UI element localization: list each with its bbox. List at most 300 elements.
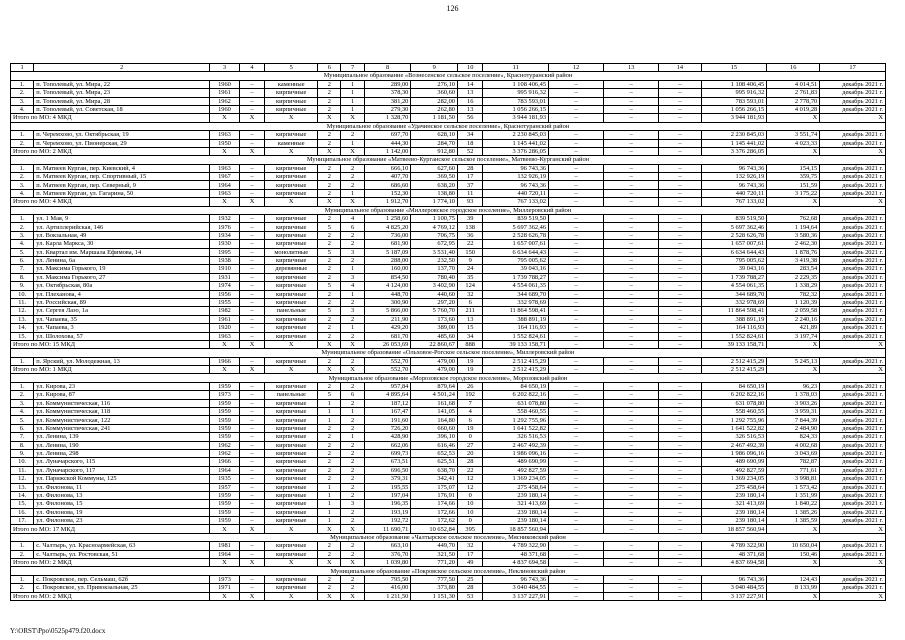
total-cell: 771,20 (411, 559, 458, 567)
total-cell: X (210, 592, 240, 600)
table-cell: 14. (11, 491, 34, 499)
total-cell: 39 133 158,71 (701, 340, 767, 348)
table-cell: 1 (341, 139, 364, 147)
table-cell: 332 978,69 (483, 298, 549, 306)
table-cell: – (604, 173, 659, 181)
table-cell: – (549, 164, 604, 172)
table-cell: – (604, 449, 659, 457)
table-cell: 1 (318, 483, 341, 491)
table-cell: 1959 (210, 517, 240, 525)
table-cell: 1956 (210, 290, 240, 298)
table-cell: 37 (457, 181, 482, 189)
table-cell: 2 (341, 475, 364, 483)
table-cell: 1 (318, 500, 341, 508)
table-cell: 1 (318, 408, 341, 416)
table-cell: 627,60 (411, 164, 458, 172)
document-file-path: Y:\ORST\Ppo\0525p479.f20.docx (10, 627, 106, 635)
table-cell: 3 959,31 (767, 408, 820, 416)
table-cell: 7 (457, 399, 482, 407)
column-number: 10 (457, 64, 482, 72)
total-cell: – (659, 366, 701, 374)
table-cell: 5 697 362,46 (483, 223, 549, 231)
table-cell: 5 (318, 282, 341, 290)
table-cell: декабрь 2021 г. (820, 265, 886, 273)
table-cell: 2 (318, 575, 341, 583)
table-cell: ул. Коммунистическая, 241 (34, 424, 210, 432)
table-row (11, 231, 886, 239)
table-cell: 1 (341, 265, 364, 273)
total-cell: X (239, 559, 264, 567)
table-cell: 1 (341, 89, 364, 97)
table-cell: 485,60 (411, 332, 458, 340)
table-cell: – (604, 240, 659, 248)
table-cell: кирпичные (265, 97, 318, 105)
table-cell: 440,60 (411, 290, 458, 298)
table-cell: – (549, 433, 604, 441)
total-cell: X (210, 366, 240, 374)
table-cell: 282,00 (411, 97, 458, 105)
table-cell: 34 (457, 131, 482, 139)
table-cell: 2. (11, 89, 34, 97)
total-cell: 18 857 560,94 (701, 525, 767, 533)
table-cell: кирпичные (265, 315, 318, 323)
table-cell: 6 202 822,16 (483, 391, 549, 399)
table-cell: 783 593,01 (483, 97, 549, 105)
table-cell: 1934 (210, 231, 240, 239)
table-row (11, 399, 886, 407)
table-cell: 2 462,30 (767, 240, 820, 248)
total-cell: X (820, 525, 886, 533)
table-cell: с. Чалтырь, ул. Красноармейская, 63 (34, 542, 210, 550)
column-number: 16 (767, 64, 820, 72)
table-cell: – (239, 433, 264, 441)
table-cell: 239 180,14 (701, 517, 767, 525)
table-cell: 389,00 (411, 324, 458, 332)
table-cell: 1 385,59 (767, 517, 820, 525)
total-cell: – (659, 592, 701, 600)
table-cell: 1910 (210, 265, 240, 273)
table-cell: декабрь 2021 г. (820, 290, 886, 298)
table-cell: – (239, 475, 264, 483)
table-cell: – (549, 282, 604, 290)
municipality-title: Муниципальное образование «Чалтырское сельское поселение», Мясниковский район (11, 533, 886, 541)
table-cell: – (549, 131, 604, 139)
table-cell: с. Чалтырь, ул. Ростовская, 51 (34, 550, 210, 558)
table-row (11, 433, 886, 441)
table-cell: 26 (457, 382, 482, 390)
table-cell: 652,53 (411, 449, 458, 457)
table-cell: 32 (457, 290, 482, 298)
table-cell: 1976 (210, 223, 240, 231)
table-cell: 10. (11, 458, 34, 466)
table-cell: 666,10 (364, 164, 411, 172)
table-cell: 14. (11, 324, 34, 332)
table-row (11, 449, 886, 457)
table-cell: 1 (341, 80, 364, 88)
total-cell: 10 652,84 (411, 525, 458, 533)
table-cell: 1 (318, 416, 341, 424)
table-cell: 164,80 (411, 416, 458, 424)
column-number: 5 (265, 64, 318, 72)
table-cell: 1 (341, 290, 364, 298)
table-cell: 4 769,12 (411, 223, 458, 231)
table-cell: – (604, 508, 659, 516)
total-row (11, 559, 886, 567)
table-cell: 444,30 (364, 139, 411, 147)
total-cell: 1 142,00 (364, 147, 411, 155)
table-cell: ул. Квартал им. Маршала Ефимова, 14 (34, 248, 210, 256)
table-cell: 1 351,99 (767, 491, 820, 499)
table-cell: декабрь 2021 г. (820, 164, 886, 172)
table-cell: кирпичные (265, 215, 318, 223)
total-cell: X (239, 114, 264, 122)
table-cell: 15. (11, 500, 34, 508)
table-cell: – (549, 575, 604, 583)
total-cell: 479,00 (411, 366, 458, 374)
municipality-title: Муниципальное образование «Миллеровское городское поселение», Миллеровский район (11, 206, 886, 214)
table-cell: 1959 (210, 424, 240, 432)
table-cell: – (239, 357, 264, 365)
table-cell: 2 778,70 (767, 97, 820, 105)
table-cell: 6 634 644,43 (483, 248, 549, 256)
table-cell: – (549, 97, 604, 105)
table-cell: 22 (457, 466, 482, 474)
table-cell: 558 460,55 (701, 408, 767, 416)
table-cell: – (239, 441, 264, 449)
table-cell: 2 230 845,03 (483, 131, 549, 139)
table-cell: – (239, 424, 264, 432)
table-cell: 686,60 (364, 181, 411, 189)
table-cell: – (659, 89, 701, 97)
table-cell: деревянные (265, 265, 318, 273)
table-cell: 239 180,14 (483, 508, 549, 516)
table-cell: 262,80 (411, 105, 458, 113)
table-cell: 232,50 (411, 256, 458, 264)
table-cell: 4 124,00 (364, 282, 411, 290)
total-cell: 912,80 (411, 147, 458, 155)
table-cell: 726,20 (364, 424, 411, 432)
table-cell: 4 (457, 408, 482, 416)
table-cell: 2 (341, 298, 364, 306)
table-cell: 1 840,22 (767, 500, 820, 508)
table-cell: 369,50 (411, 173, 458, 181)
table-row (11, 173, 886, 181)
table-cell: 3. (11, 231, 34, 239)
table-cell: – (239, 399, 264, 407)
table-row (11, 273, 886, 281)
table-cell: 663,10 (364, 542, 411, 550)
table-cell: 150,46 (767, 550, 820, 558)
table-cell: – (549, 181, 604, 189)
table-cell: – (604, 231, 659, 239)
table-cell: 625,51 (411, 458, 458, 466)
table-cell: кирпичные (265, 483, 318, 491)
table-cell: 492 827,59 (701, 466, 767, 474)
total-cell: 1 774,10 (411, 198, 458, 206)
table-cell: 2 (318, 105, 341, 113)
table-cell: – (604, 131, 659, 139)
table-cell: 2. (11, 139, 34, 147)
table-cell: – (604, 416, 659, 424)
table-cell: 1. (11, 131, 34, 139)
table-cell: 4 789 322,90 (701, 542, 767, 550)
table-cell: 8 133,99 (767, 584, 820, 592)
table-cell: – (604, 408, 659, 416)
table-cell: 24 (457, 265, 482, 273)
table-cell: ул. Парижской Коммуны, 125 (34, 475, 210, 483)
total-cell: 56 (457, 114, 482, 122)
table-cell: 11. (11, 298, 34, 306)
table-cell: 824,33 (767, 433, 820, 441)
table-cell: – (239, 324, 264, 332)
table-cell: 2 (318, 80, 341, 88)
table-cell: 1966 (210, 357, 240, 365)
table-cell: кирпичные (265, 500, 318, 508)
table-cell: – (549, 483, 604, 491)
total-cell: 395 (457, 525, 482, 533)
table-cell: – (659, 173, 701, 181)
table-cell: 193,19 (364, 508, 411, 516)
table-cell: декабрь 2021 г. (820, 315, 886, 323)
table-cell: – (659, 139, 701, 147)
table-cell: 164 116,93 (483, 324, 549, 332)
table-cell: – (549, 290, 604, 298)
table-cell: – (239, 298, 264, 306)
table-cell: 3. (11, 97, 34, 105)
table-cell: 48 371,68 (483, 550, 549, 558)
table-cell: – (549, 265, 604, 273)
total-cell: 552,70 (364, 366, 411, 374)
table-cell: – (549, 223, 604, 231)
table-cell: кирпичные (265, 475, 318, 483)
total-cell: X (265, 525, 318, 533)
table-cell: 4 789 322,90 (483, 542, 549, 550)
table-cell: 552,70 (364, 357, 411, 365)
table-cell: 321 413,69 (483, 500, 549, 508)
table-cell: кирпичные (265, 416, 318, 424)
table-cell: кирпичные (265, 441, 318, 449)
table-cell: – (549, 315, 604, 323)
table-cell: 344 689,70 (701, 290, 767, 298)
table-cell: – (549, 382, 604, 390)
table-cell: 854,50 (364, 273, 411, 281)
table-cell: – (604, 391, 659, 399)
total-cell: 3 137 227,91 (483, 592, 549, 600)
municipality-section-row (11, 72, 886, 80)
total-cell: X (265, 366, 318, 374)
table-cell: 13. (11, 483, 34, 491)
total-cell: X (820, 559, 886, 567)
table-cell: – (549, 240, 604, 248)
table-cell: 288,00 (364, 256, 411, 264)
table-cell: 1 552 824,61 (701, 332, 767, 340)
total-row (11, 114, 886, 122)
table-cell: 1930 (210, 240, 240, 248)
total-cell: X (767, 559, 820, 567)
total-cell: 19 (457, 366, 482, 374)
table-cell: кирпичные (265, 399, 318, 407)
table-cell: – (239, 550, 264, 558)
table-cell: кирпичные (265, 508, 318, 516)
table-row (11, 89, 886, 97)
table-cell: – (239, 290, 264, 298)
table-cell: – (659, 399, 701, 407)
table-row (11, 508, 886, 516)
table-cell: 96 743,36 (701, 164, 767, 172)
total-cell: 11 690,71 (364, 525, 411, 533)
table-row (11, 517, 886, 525)
table-cell: 2 528 626,78 (483, 231, 549, 239)
table-cell: – (549, 449, 604, 457)
table-cell: декабрь 2021 г. (820, 584, 886, 592)
table-cell: 388 891,19 (483, 315, 549, 323)
table-row (11, 248, 886, 256)
table-cell: 795 005,62 (483, 256, 549, 264)
table-cell: 1 657 007,61 (483, 240, 549, 248)
table-cell: 2 (318, 89, 341, 97)
table-cell: декабрь 2021 г. (820, 466, 886, 474)
table-cell: 138 (457, 223, 482, 231)
table-cell: 783 593,01 (701, 97, 767, 105)
total-cell: X (318, 366, 341, 374)
table-cell: – (659, 181, 701, 189)
total-cell: X (265, 198, 318, 206)
table-cell: 326 516,53 (483, 433, 549, 441)
total-cell: 49 (457, 559, 482, 567)
table-cell: 7 844,39 (767, 416, 820, 424)
total-cell: X (767, 525, 820, 533)
table-cell: 2 (341, 441, 364, 449)
table-cell: 628,10 (411, 131, 458, 139)
total-cell: X (210, 198, 240, 206)
table-cell: 16 (457, 97, 482, 105)
table-cell: ул. Филонова, 11 (34, 483, 210, 491)
table-cell: 631 078,80 (701, 399, 767, 407)
table-row (11, 240, 886, 248)
table-cell: – (604, 223, 659, 231)
table-cell: 1964 (210, 466, 240, 474)
total-cell: X (341, 340, 364, 348)
table-cell: 3 175,22 (767, 189, 820, 197)
table-cell: – (239, 105, 264, 113)
table-row (11, 441, 886, 449)
table-cell: – (239, 315, 264, 323)
table-cell: – (604, 248, 659, 256)
total-cell: – (549, 147, 604, 155)
table-cell: 1963 (210, 189, 240, 197)
table-cell: – (239, 173, 264, 181)
total-label: Итого по МО: 15 МКД (11, 340, 210, 348)
table-cell: 34 (457, 332, 482, 340)
table-row (11, 290, 886, 298)
table-cell: – (604, 298, 659, 306)
table-cell: 378,30 (364, 89, 411, 97)
table-cell: – (659, 256, 701, 264)
total-cell: 39 133 158,71 (483, 340, 549, 348)
table-cell: 1 552 824,61 (483, 332, 549, 340)
table-cell: 3 040 484,55 (701, 584, 767, 592)
table-cell: 2 229,35 (767, 273, 820, 281)
table-cell: 2 (341, 181, 364, 189)
column-number: 1 (11, 64, 34, 72)
table-cell: 2 (341, 315, 364, 323)
table-cell: – (604, 424, 659, 432)
table-cell: 239 180,14 (701, 491, 767, 499)
total-cell: – (549, 559, 604, 567)
table-cell: 18 (457, 139, 482, 147)
table-cell: – (604, 575, 659, 583)
table-row (11, 315, 886, 323)
table-cell: декабрь 2021 г. (820, 231, 886, 239)
table-cell: 1962 (210, 441, 240, 449)
table-cell: декабрь 2021 г. (820, 80, 886, 88)
table-cell: кирпичные (265, 517, 318, 525)
table-cell: п. Матвеев Курган, пер. Спортивный, 15 (34, 173, 210, 181)
table-cell: 2 (318, 315, 341, 323)
table-cell: – (549, 89, 604, 97)
table-cell: 2 (341, 164, 364, 172)
table-cell: – (659, 248, 701, 256)
table-cell: 616,46 (411, 441, 458, 449)
table-cell: 1959 (210, 508, 240, 516)
table-cell: – (239, 215, 264, 223)
table-cell: 326 516,53 (701, 433, 767, 441)
table-cell: 736,00 (364, 231, 411, 239)
table-cell: 839 519,50 (483, 215, 549, 223)
table-cell: 2 (341, 256, 364, 264)
table-cell: с. Покровское, пер. Сельмаш, 62б (34, 575, 210, 583)
table-cell: 164 116,93 (701, 324, 767, 332)
table-cell: кирпичные (265, 491, 318, 499)
table-cell: 2 (318, 433, 341, 441)
table-cell: 39 043,16 (483, 265, 549, 273)
total-label: Итого по МО: 17 МКД (11, 525, 210, 533)
table-cell: 196,35 (364, 500, 411, 508)
total-cell: – (659, 340, 701, 348)
table-cell: 3 040 484,55 (483, 584, 549, 592)
table-cell: 2 (318, 466, 341, 474)
table-cell: 1959 (210, 491, 240, 499)
table-cell: 173,60 (411, 315, 458, 323)
table-cell: 6. (11, 256, 34, 264)
table-cell: – (604, 357, 659, 365)
table-cell: 4. (11, 189, 34, 197)
table-cell: 191,60 (364, 416, 411, 424)
table-cell: – (659, 458, 701, 466)
table-cell: 1967 (210, 173, 240, 181)
table-cell: декабрь 2021 г. (820, 408, 886, 416)
table-cell: 995 916,32 (483, 89, 549, 97)
table-cell: – (604, 466, 659, 474)
table-cell: 28 (457, 584, 482, 592)
table-cell: с. Покровское, ул. Привокзальная, 25 (34, 584, 210, 592)
total-cell: X (318, 592, 341, 600)
column-number: 11 (483, 64, 549, 72)
total-cell: 22 860,67 (411, 340, 458, 348)
table-cell: 96,23 (767, 382, 820, 390)
table-cell: 1. (11, 164, 34, 172)
table-cell: декабрь 2021 г. (820, 399, 886, 407)
table-cell: – (659, 500, 701, 508)
table-cell: 13. (11, 315, 34, 323)
table-cell: 1 385,26 (767, 508, 820, 516)
table-cell: 174,66 (411, 500, 458, 508)
table-row (11, 408, 886, 416)
table-cell: – (659, 105, 701, 113)
table-cell: 1932 (210, 215, 240, 223)
total-cell: 4 837 694,58 (483, 559, 549, 567)
table-cell: – (549, 105, 604, 113)
